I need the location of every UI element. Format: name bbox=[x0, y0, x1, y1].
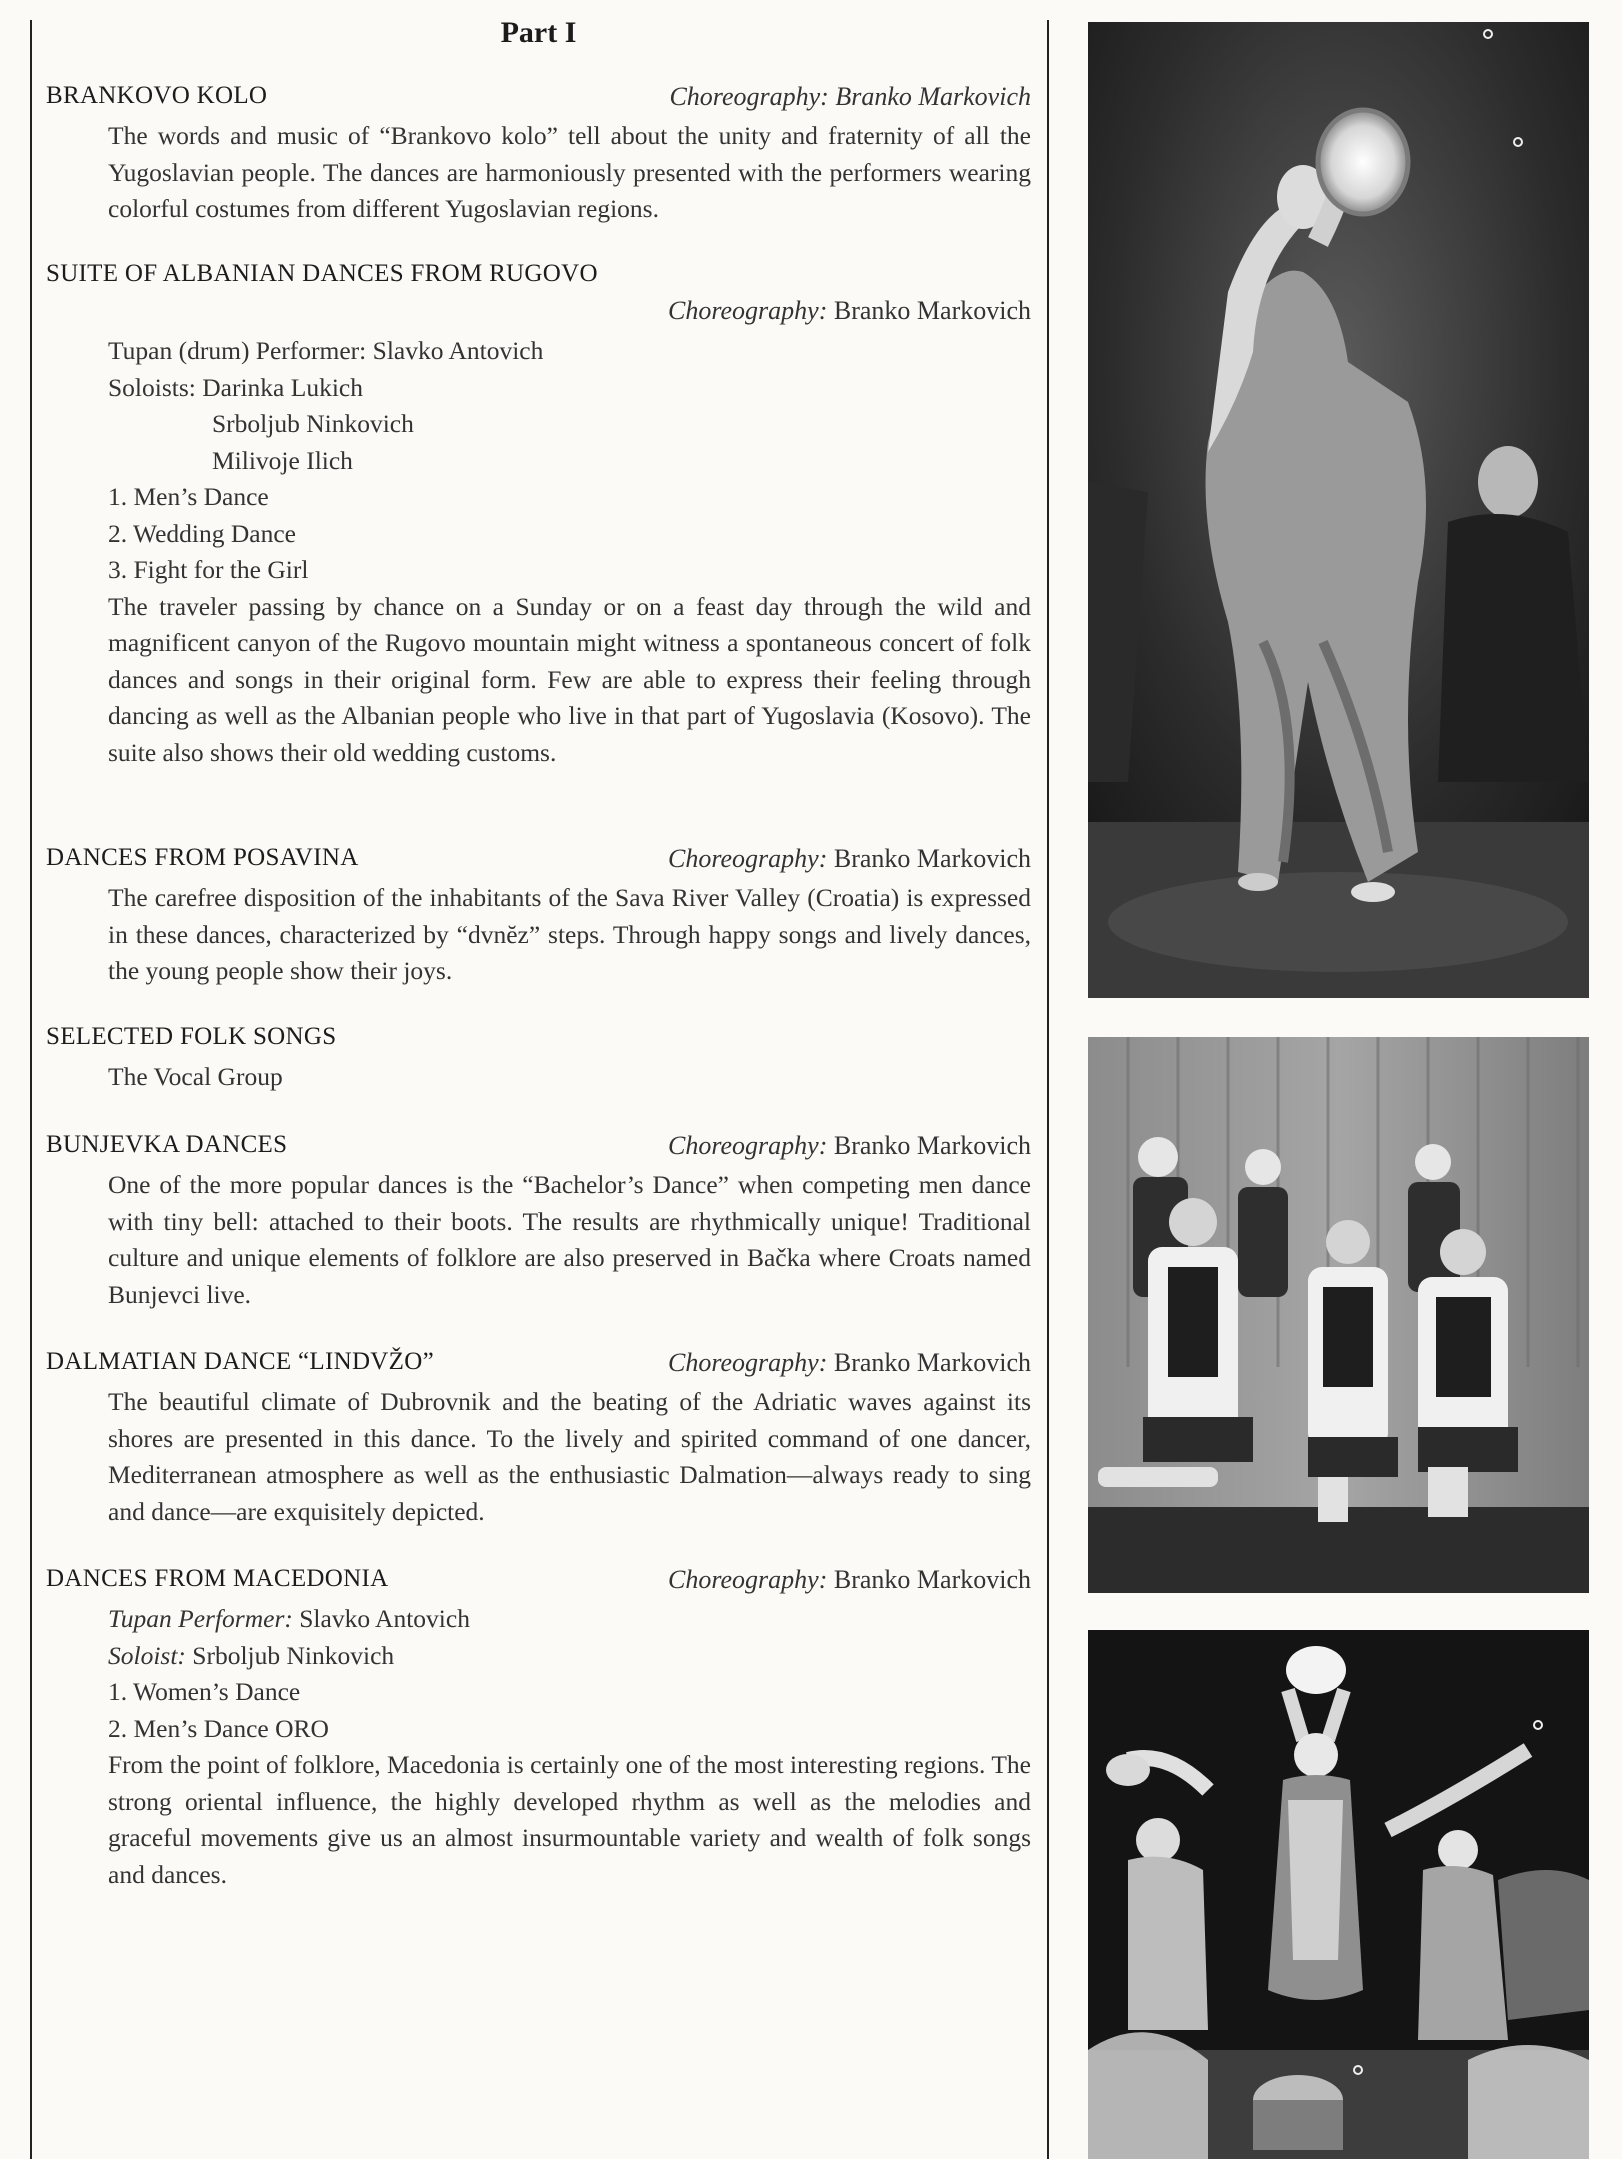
choreography-credit bbox=[669, 82, 1031, 112]
dance-list-item: 1. Women’s Dance bbox=[108, 1677, 301, 1706]
section-body bbox=[46, 1601, 1031, 1893]
left-border-rule bbox=[30, 20, 32, 2159]
section-title: BRANKOVO KOLO bbox=[46, 82, 268, 109]
choreography-label: Choreography: bbox=[668, 1131, 828, 1160]
description-text: The beautiful climate of Dubrovnik and the beating of the Adriatic waves against its shores are presented in this dance. To the lively and spirited command of one dancer, Mediterranean atmosphere as well as the enthusiastic Dalmation—always ready to sing and dance—are exquisitely depicted. bbox=[108, 1387, 1031, 1526]
section-albanian-dances bbox=[46, 260, 1031, 771]
section-body bbox=[46, 333, 1031, 771]
choreographer-name: Branko Markovich bbox=[833, 844, 1031, 873]
section-bunjevka-dances bbox=[46, 1131, 1031, 1313]
choreographer-name: Branko Markovich bbox=[835, 82, 1031, 111]
section-dances-from-posavina bbox=[46, 844, 1031, 990]
photo-illustration bbox=[1088, 1037, 1589, 1593]
soloist-name: Srboljub Ninkovich bbox=[192, 1640, 395, 1670]
soloist-name: Milivoje Ilich bbox=[212, 445, 353, 475]
photo-albanian-dancer-with-tambourine bbox=[1088, 22, 1589, 998]
column-divider-rule bbox=[1047, 20, 1049, 2159]
choreography-credit bbox=[668, 1131, 1031, 1161]
section-title: DANCES FROM MACEDONIA bbox=[46, 1565, 389, 1592]
dance-list-item: 3. Fight for the Girl bbox=[108, 555, 309, 584]
photo-illustration bbox=[1088, 22, 1589, 998]
choreographer-name: Branko Markovich bbox=[833, 1348, 1031, 1377]
section-brankovo-kolo bbox=[46, 82, 1031, 228]
choreography-label: Choreography: bbox=[668, 1565, 828, 1594]
photo-macedonian-women-dancers bbox=[1088, 1630, 1589, 2159]
dance-list-item: 1. Men’s Dance bbox=[108, 482, 269, 511]
tupan-performer-name: Slavko Antovich bbox=[299, 1604, 470, 1633]
performer-text: The Vocal Group bbox=[108, 1062, 283, 1091]
choreography-label: Choreography: bbox=[668, 844, 828, 873]
tupan-label: Tupan Performer: bbox=[108, 1604, 293, 1633]
tupan-performer-line: Tupan (drum) Performer: Slavko Antovich bbox=[108, 336, 544, 365]
section-description bbox=[46, 118, 1031, 228]
choreography-label: Choreography: bbox=[668, 1348, 828, 1377]
soloist-name: Srboljub Ninkovich bbox=[212, 409, 414, 438]
description-text: From the point of folklore, Macedonia is certainly one of the most interesting regions. The strong oriental influence, the highly developed rhythm as well as the melodies and graceful movements give us an almost insurmountable variety and wealth of folk songs and dances. bbox=[108, 1750, 1031, 1889]
soloist-name: Darinka Lukich bbox=[202, 372, 363, 402]
choreography-credit bbox=[668, 844, 1031, 874]
choreography-label: Choreography: bbox=[669, 82, 829, 111]
tupan-performer-line bbox=[108, 1601, 1031, 1638]
section-description bbox=[46, 1167, 1031, 1313]
description-text: The carefree disposition of the inhabitants of the Sava River Valley (Croatia) is expressed in these dances, characterized by “dvnĕz” steps. Through happy songs and lively dances, the young people show their joys. bbox=[108, 883, 1031, 985]
section-title: DANCES FROM POSAVINA bbox=[46, 844, 359, 871]
choreography-label: Choreography: bbox=[668, 296, 828, 325]
section-title: SUITE OF ALBANIAN DANCES FROM RUGOVO bbox=[46, 260, 598, 287]
choreographer-name: Branko Markovich bbox=[833, 1131, 1031, 1160]
soloist-line bbox=[108, 370, 1031, 407]
section-body bbox=[46, 1059, 1031, 1096]
choreographer-name: Branko Markovich bbox=[833, 1565, 1031, 1594]
dance-list-item: 2. Men’s Dance ORO bbox=[108, 1713, 329, 1743]
page-title: Part I bbox=[500, 16, 577, 49]
section-title: SELECTED FOLK SONGS bbox=[46, 1023, 337, 1050]
soloist-line bbox=[108, 1638, 1031, 1675]
soloists-label: Soloists: bbox=[108, 372, 196, 402]
section-title: DALMATIAN DANCE “LINDVŽO” bbox=[46, 1348, 434, 1375]
photo-bunjevka-group-dancers bbox=[1088, 1037, 1589, 1593]
section-description bbox=[46, 1384, 1031, 1530]
description-text: The traveler passing by chance on a Sunday or on a feast day through the wild and magnificent canyon of the Rugovo mountain might witness a spontaneous concert of folk dances and songs in their original form. Few are able to express their feeling through dancing as well as the Albanian people who live in that part of Yugoslavia (Kosovo). The suite also shows their old wedding customs. bbox=[108, 591, 1031, 767]
description-text: One of the more popular dances is the “Bachelor’s Dance” when competing men dance with tiny bell: attached to their boots. The results are rhythmically unique! Traditional culture and unique elements of folklore are also preserved in Bačka where Croats named Bunjevci live. bbox=[108, 1170, 1031, 1309]
choreography-credit bbox=[668, 1348, 1031, 1378]
section-description bbox=[46, 880, 1031, 990]
section-selected-folk-songs bbox=[46, 1023, 1031, 1096]
section-title: BUNJEVKA DANCES bbox=[46, 1131, 288, 1158]
choreographer-name: Branko Markovich bbox=[833, 296, 1031, 325]
photo-illustration bbox=[1088, 1630, 1589, 2159]
section-dances-from-macedonia bbox=[46, 1565, 1031, 1893]
choreography-credit bbox=[668, 1565, 1031, 1595]
description-text: The words and music of “Brankovo kolo” tell about the unity and fraternity of all the Yugoslavian people. The dances are harmoniously presented with the performers wearing colorful costumes from different Yugoslavian regions. bbox=[108, 121, 1031, 223]
soloist-label: Soloist: bbox=[108, 1640, 186, 1670]
dance-list-item: 2. Wedding Dance bbox=[108, 518, 296, 548]
section-dalmatian-dance bbox=[46, 1348, 1031, 1530]
choreography-credit bbox=[46, 296, 1031, 333]
